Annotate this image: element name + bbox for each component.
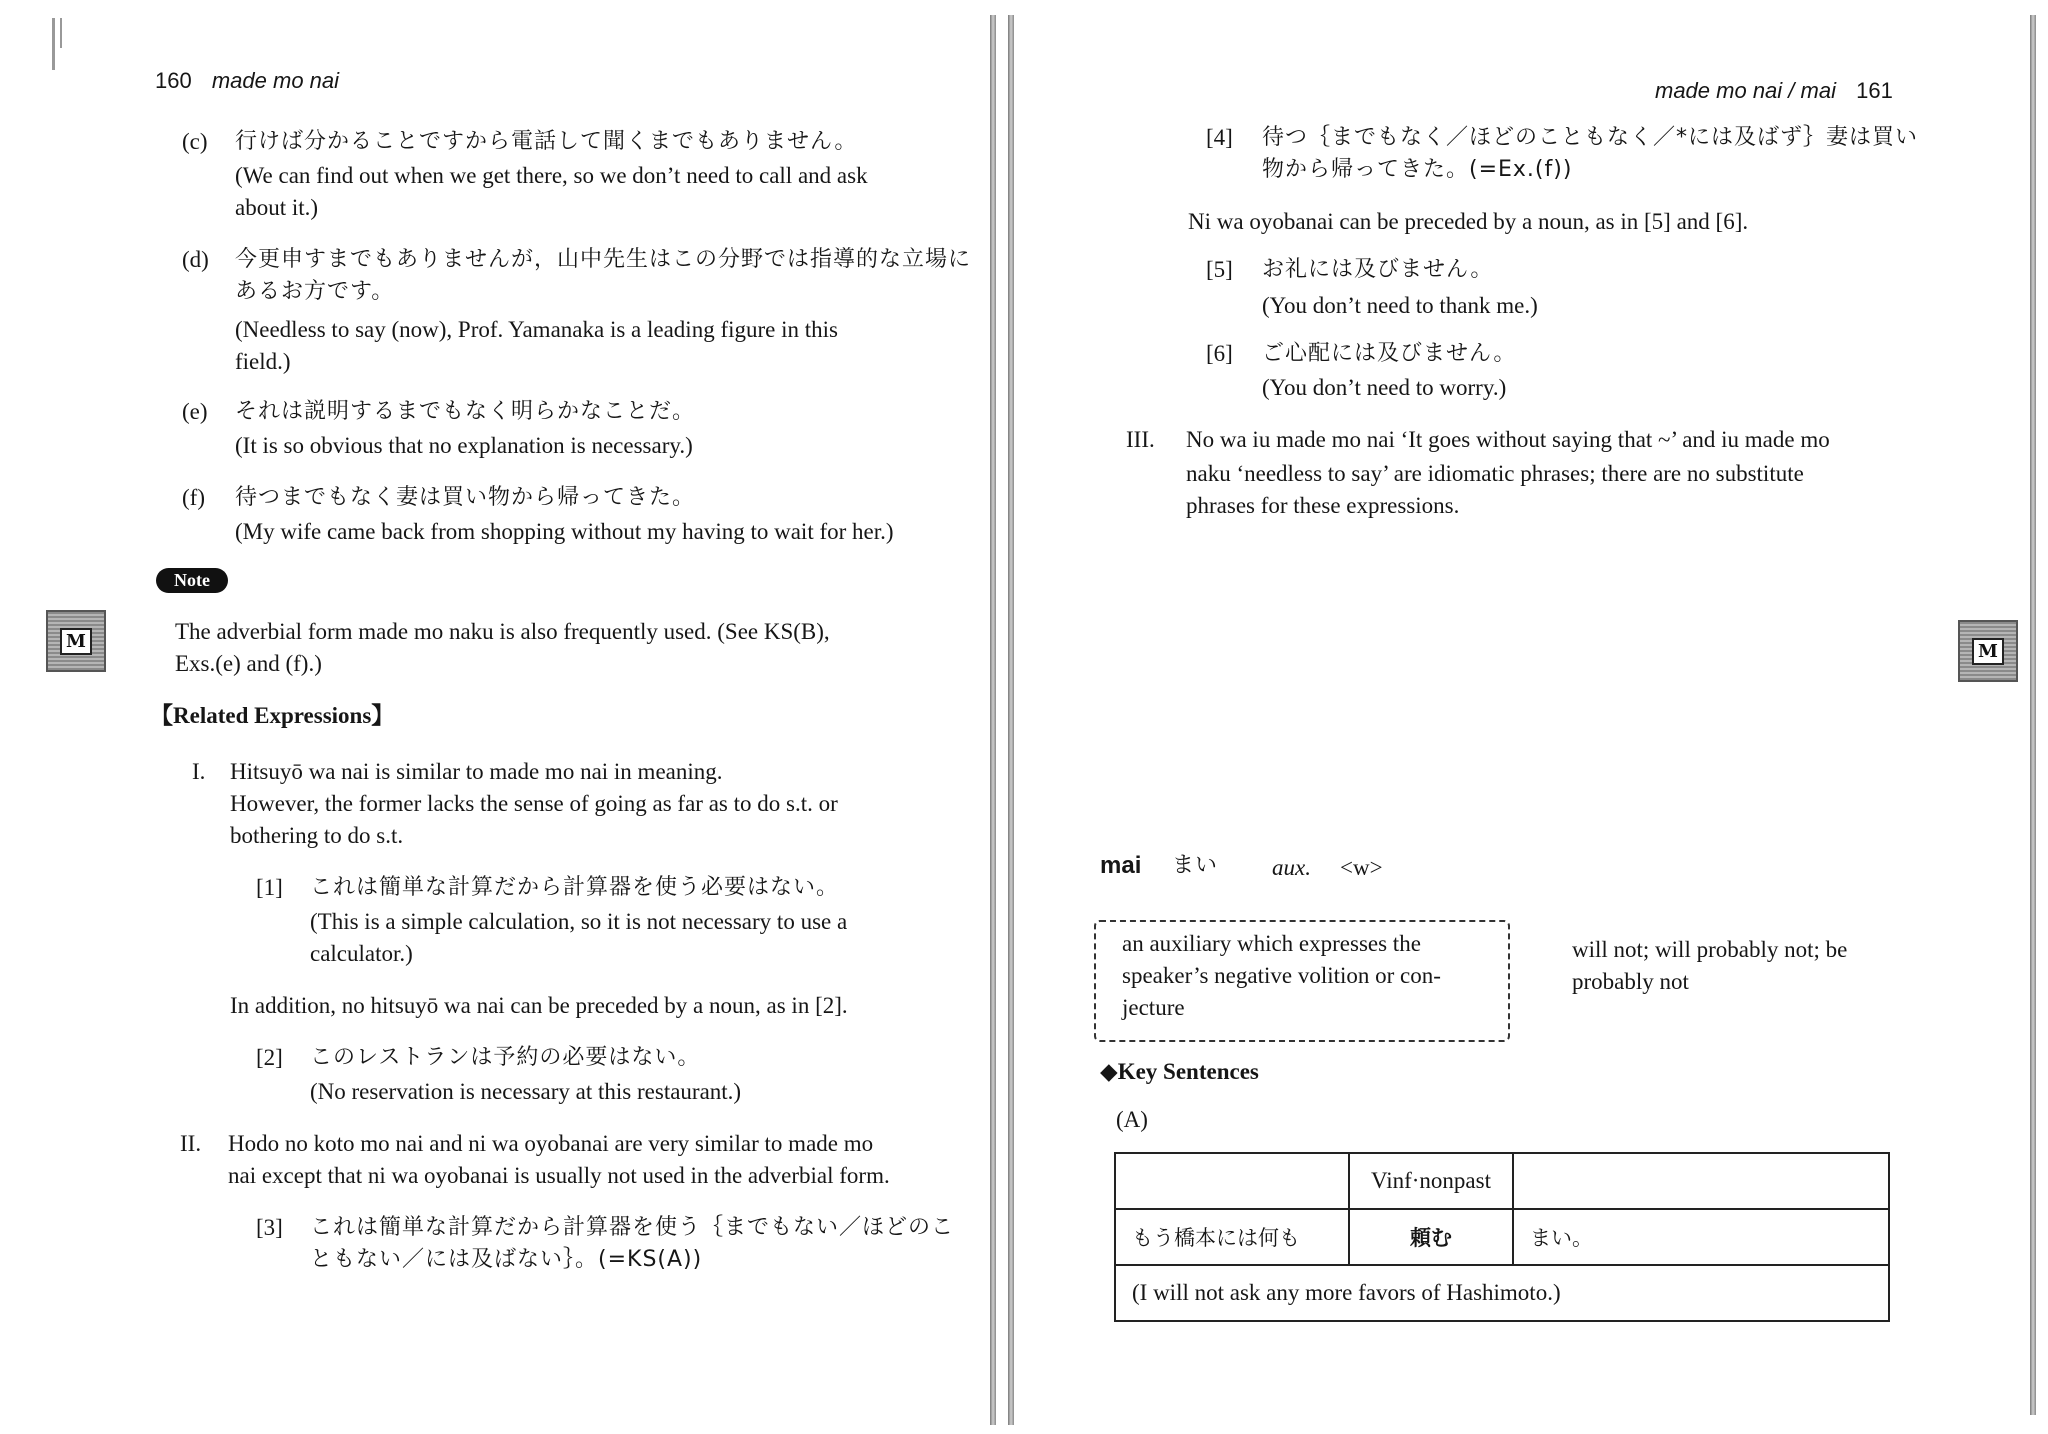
example-jp: これは簡単な計算だから計算器を使う｛までもない／ほどのこ [310,1215,955,1240]
meaning-line: will not; will probably not; be [1572,937,1848,962]
example-jp: 行けば分かることですから電話して聞くまでもありません。 [235,129,858,154]
side-index-tab [46,610,106,672]
paragraph-line: Hitsuyō wa nai is similar to made mo nai in meaning. [230,759,723,784]
key-sentences-heading: ◆Key Sentences [1100,1059,1259,1084]
example-jp: 待つ｛までもなく／ほどのこともなく／*には及ばず｝妻は買い [1262,125,1919,150]
example-jp: お礼には及びません。 [1262,257,1494,282]
example-label: [3] [256,1215,283,1240]
paragraph-line: Ni wa oyobanai can be preceded by a noun, as in [5] and [6]. [1188,209,1749,234]
paragraph-line: Hodo no koto mo nai and ni wa oyobanai are very similar to made mo [228,1131,874,1156]
example-en: (My wife came back from shopping without my having to wait for her.) [235,519,894,544]
entry-pos: aux. [1272,855,1311,880]
roman-numeral: II. [180,1131,202,1156]
table-cell: もう橋本には何も [1115,1209,1349,1265]
example-label: [1] [256,875,283,900]
paragraph-line: However, the former lacks the sense of going as far as to do s.t. or [230,791,838,816]
key-sentence-label: (A) [1116,1107,1148,1132]
table-cell: Vinf·nonpast [1349,1153,1513,1209]
key-sentence-table [1114,1152,1890,1322]
scan-artifact [60,18,62,48]
example-label: (c) [182,129,208,154]
example-jp: ともない／には及ばない｝。(=KS(A)) [310,1247,703,1272]
example-en: (No reservation is necessary at this restaurant.) [310,1079,742,1104]
paragraph-line: phrases for these expressions. [1186,493,1460,518]
example-jp: 待つまでもなく妻は買い物から帰ってきた。 [235,485,696,510]
side-tab-letter: M [60,628,92,655]
example-en: (We can find out when we get there, so we don’t need to call and ask [235,163,868,188]
example-jp: ご心配には及びません。 [1262,341,1517,366]
example-jp: それは説明するまでもなく明らかなことだ。 [235,399,696,424]
table-cell [1513,1153,1889,1209]
section-heading: 【Related Expressions】 [150,703,395,728]
example-jp: このレストランは予約の必要はない。 [310,1045,701,1070]
entry-kana: まい [1172,853,1219,878]
table-cell: まい。 [1513,1209,1889,1265]
side-index-tab [1958,620,2018,682]
note-badge: Note [156,568,228,593]
paragraph-line: No wa iu made mo nai ‘It goes without saying that ~’ and iu made mo [1186,427,1830,452]
side-tab-letter: M [1972,638,2004,665]
paragraph-line: bothering to do s.t. [230,823,404,848]
example-jp: これは簡単な計算だから計算器を使う必要はない。 [310,875,840,900]
scan-artifact [52,18,55,70]
table-cell: (I will not ask any more favors of Hashimoto.) [1115,1265,1889,1321]
example-en: (This is a simple calculation, so it is not necessary to use a [310,909,848,934]
example-label: (d) [182,247,209,272]
example-label: [2] [256,1045,283,1070]
table-row [1115,1209,1889,1265]
page-spine [990,15,996,1425]
note-text: Exs.(e) and (f).) [175,651,322,676]
page-number: 161 [1856,78,1893,103]
example-en: (You don’t need to worry.) [1262,375,1507,400]
example-jp: 物から帰ってきた。(=Ex.(f)) [1262,157,1573,182]
example-en: field.) [235,349,291,374]
meaning-line: probably not [1572,969,1689,994]
example-label: (f) [182,485,205,510]
table-row [1115,1153,1889,1209]
example-en: about it.) [235,195,319,220]
page-spine [1008,15,1014,1425]
paragraph-line: In addition, no hitsuyō wa nai can be preceded by a noun, as in [2]. [230,993,848,1018]
definition-line: an auxiliary which expresses the [1122,931,1421,956]
running-head: made mo nai [211,68,340,93]
page-edge [2030,15,2036,1415]
running-head: made mo nai / mai [1655,78,1836,103]
entry-tag: <w> [1340,855,1383,880]
table-row [1115,1265,1889,1321]
page-number: 160 [155,68,192,93]
right-page [1000,0,2048,1434]
entry-word: mai [1100,852,1142,879]
left-page [0,0,1000,1434]
example-jp: あるお方です。 [235,279,395,304]
example-label: [6] [1206,341,1233,366]
example-en: (It is so obvious that no explanation is necessary.) [235,433,693,458]
example-label: [5] [1206,257,1233,282]
page-header-left [155,68,339,94]
page-header-right [1655,78,1893,104]
example-en: (Needless to say (now), Prof. Yamanaka is a leading figure in this [235,317,838,342]
table-cell [1115,1153,1349,1209]
paragraph-line: nai except that ni wa oyobanai is usually not used in the adverbial form. [228,1163,890,1188]
definition-line: speaker’s negative volition or con- [1122,963,1441,988]
example-en: (You don’t need to thank me.) [1262,293,1538,318]
example-en: calculator.) [310,941,413,966]
paragraph-line: naku ‘needless to say’ are idiomatic phrases; there are no substitute [1186,461,1804,486]
roman-numeral: III. [1126,427,1155,452]
roman-numeral: I. [192,759,206,784]
note-text: The adverbial form made mo naku is also frequently used. (See KS(B), [175,619,830,644]
definition-line: jecture [1122,995,1185,1020]
example-label: [4] [1206,125,1233,150]
example-jp: 今更申すまでもありませんが，山中先生はこの分野では指導的な立場に [235,247,972,272]
example-label: (e) [182,399,208,424]
table-cell: 頼む [1349,1209,1513,1265]
